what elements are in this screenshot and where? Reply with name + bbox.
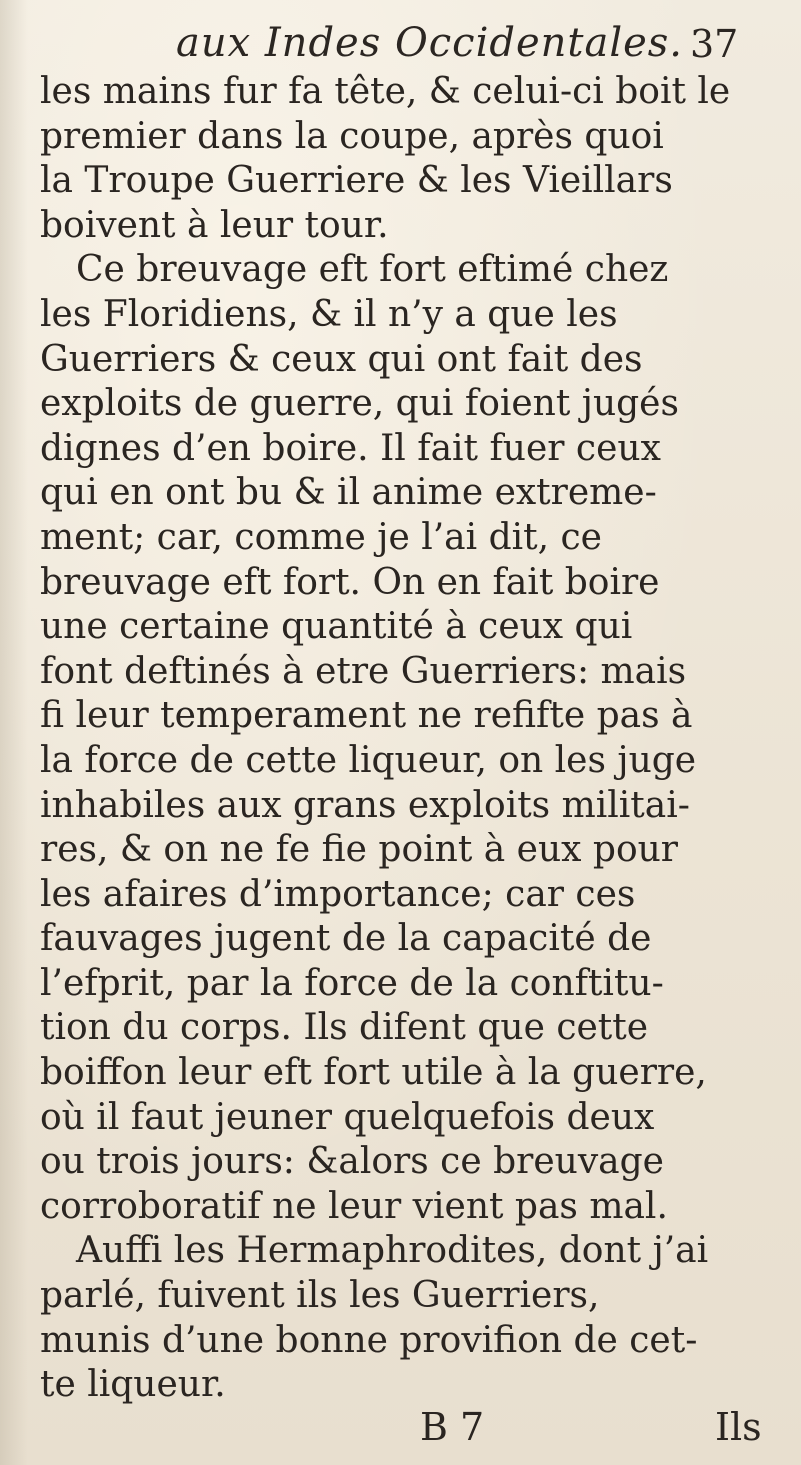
text-line: boiffon leur eft fort utile à la guerre, bbox=[40, 1052, 707, 1094]
text-line: font deftinés à etre Guerriers: mais bbox=[40, 650, 687, 692]
running-title: aux Indes Occidentales. bbox=[176, 20, 684, 66]
text-line: exploits de guerre, qui foient jugés bbox=[40, 383, 679, 425]
text-line: breuvage eft fort. On en fait boire bbox=[40, 561, 660, 603]
text-line: où il faut jeuner quelquefois deux bbox=[40, 1096, 655, 1138]
text-line: fi leur temperament ne refifte pas à bbox=[40, 695, 693, 737]
text-line: ment; car, comme je l’ai dit, ce bbox=[40, 516, 602, 558]
text-line: Ce breuvage eft fort eftimé chez bbox=[76, 249, 669, 291]
text-line: les Floridiens, & il n’y a que les bbox=[40, 293, 618, 335]
text-line: les mains fur fa tête, & celui-ci boit le bbox=[40, 71, 731, 112]
text-line: la force de cette liqueur, on les juge bbox=[40, 739, 697, 781]
text-line: l’efprit, par la force de la conftitu- bbox=[40, 962, 664, 1004]
catchword: Ils bbox=[715, 1405, 762, 1449]
text-line: corroboratif ne leur vient pas mal. bbox=[40, 1185, 668, 1227]
page-number: 37 bbox=[690, 22, 739, 66]
text-line: ou trois jours: &alors ce breuvage bbox=[40, 1141, 664, 1183]
page-footer bbox=[0, 1405, 801, 1455]
text-line: Auffi les Hermaphrodites, dont j’ai bbox=[76, 1230, 709, 1272]
gutter-shadow bbox=[0, 0, 28, 1465]
text-line: Guerriers & ceux qui ont fait des bbox=[40, 338, 643, 380]
text-line: munis d’une bonne provifion de cet- bbox=[40, 1319, 698, 1361]
text-line: une certaine quantité à ceux qui bbox=[40, 606, 633, 648]
text-line: parlé, fuivent ils les Guerriers, bbox=[40, 1275, 600, 1317]
text-line: qui en ont bu & il anime extreme- bbox=[40, 472, 657, 514]
text-line: tion du corps. Ils difent que cette bbox=[40, 1007, 649, 1049]
text-line: dignes d’en boire. Il fait fuer ceux bbox=[40, 427, 661, 469]
text-line: te liqueur. bbox=[40, 1364, 226, 1406]
text-line: inhabiles aux grans exploits militai- bbox=[40, 784, 690, 826]
body-text bbox=[40, 70, 800, 1408]
text-line: la Troupe Guerriere & les Vieillars bbox=[40, 160, 673, 202]
text-line: fauvages jugent de la capacité de bbox=[40, 918, 652, 960]
signature-mark: B 7 bbox=[420, 1405, 485, 1449]
text-line: res, & on ne fe fie point à eux pour bbox=[40, 829, 679, 871]
text-line: les afaires d’importance; car ces bbox=[40, 873, 636, 915]
text-line: premier dans la coupe, après quoi bbox=[40, 115, 664, 157]
text-line: boivent à leur tour. bbox=[40, 204, 389, 246]
